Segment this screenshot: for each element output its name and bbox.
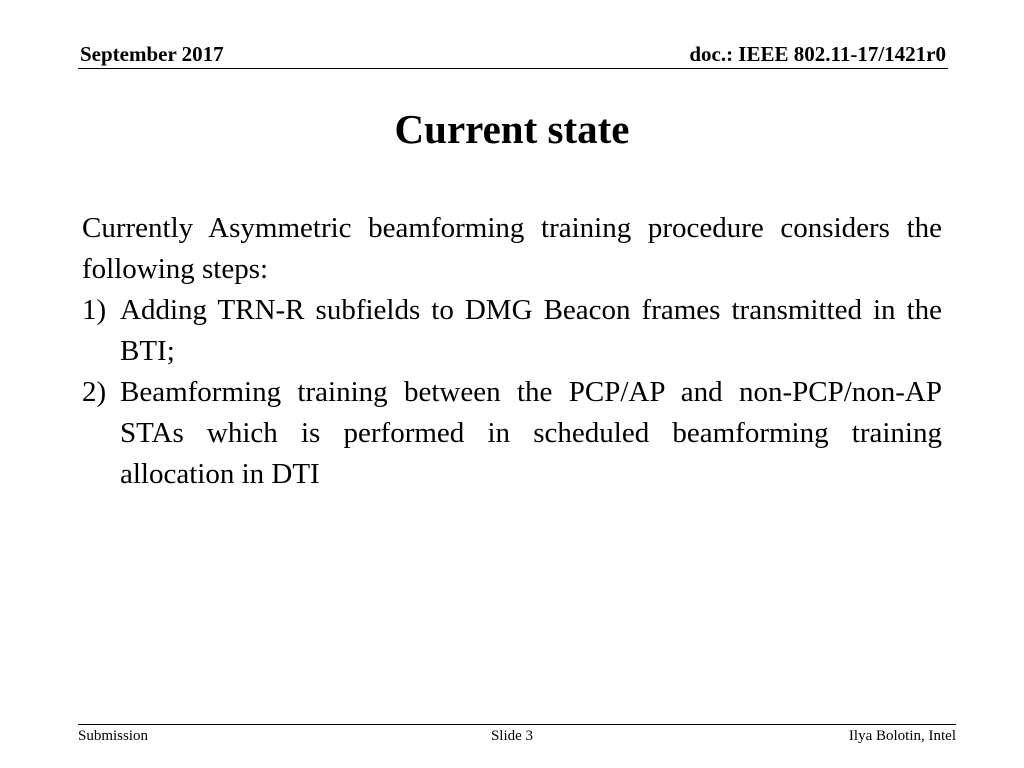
step-text: Beamforming training between the PCP/AP and non-PCP/non-AP STAs which is performed in scheduled beamforming training allocation in DTI bbox=[120, 376, 942, 490]
step-item bbox=[82, 372, 942, 495]
footer-divider bbox=[78, 724, 956, 725]
steps-list bbox=[82, 290, 942, 495]
footer-author: Ilya Bolotin, Intel bbox=[848, 728, 956, 744]
step-number: 1) bbox=[82, 294, 107, 326]
footer-slide-number: Slide 3 bbox=[490, 728, 534, 744]
step-item bbox=[82, 290, 942, 372]
step-text: Adding TRN-R subfields to DMG Beacon frames transmitted in the BTI; bbox=[120, 294, 942, 367]
header-date: September 2017 bbox=[80, 42, 224, 66]
footer-submission: Submission bbox=[78, 728, 149, 744]
intro-paragraph: Currently Asymmetric beamforming training procedure considers the following steps: bbox=[82, 212, 942, 285]
slide-body bbox=[82, 208, 942, 495]
step-number: 2) bbox=[82, 376, 107, 408]
slide-title: Current state bbox=[394, 106, 630, 152]
header-divider bbox=[78, 68, 948, 69]
header-doc-id: doc.: IEEE 802.11-17/1421r0 bbox=[689, 42, 946, 66]
